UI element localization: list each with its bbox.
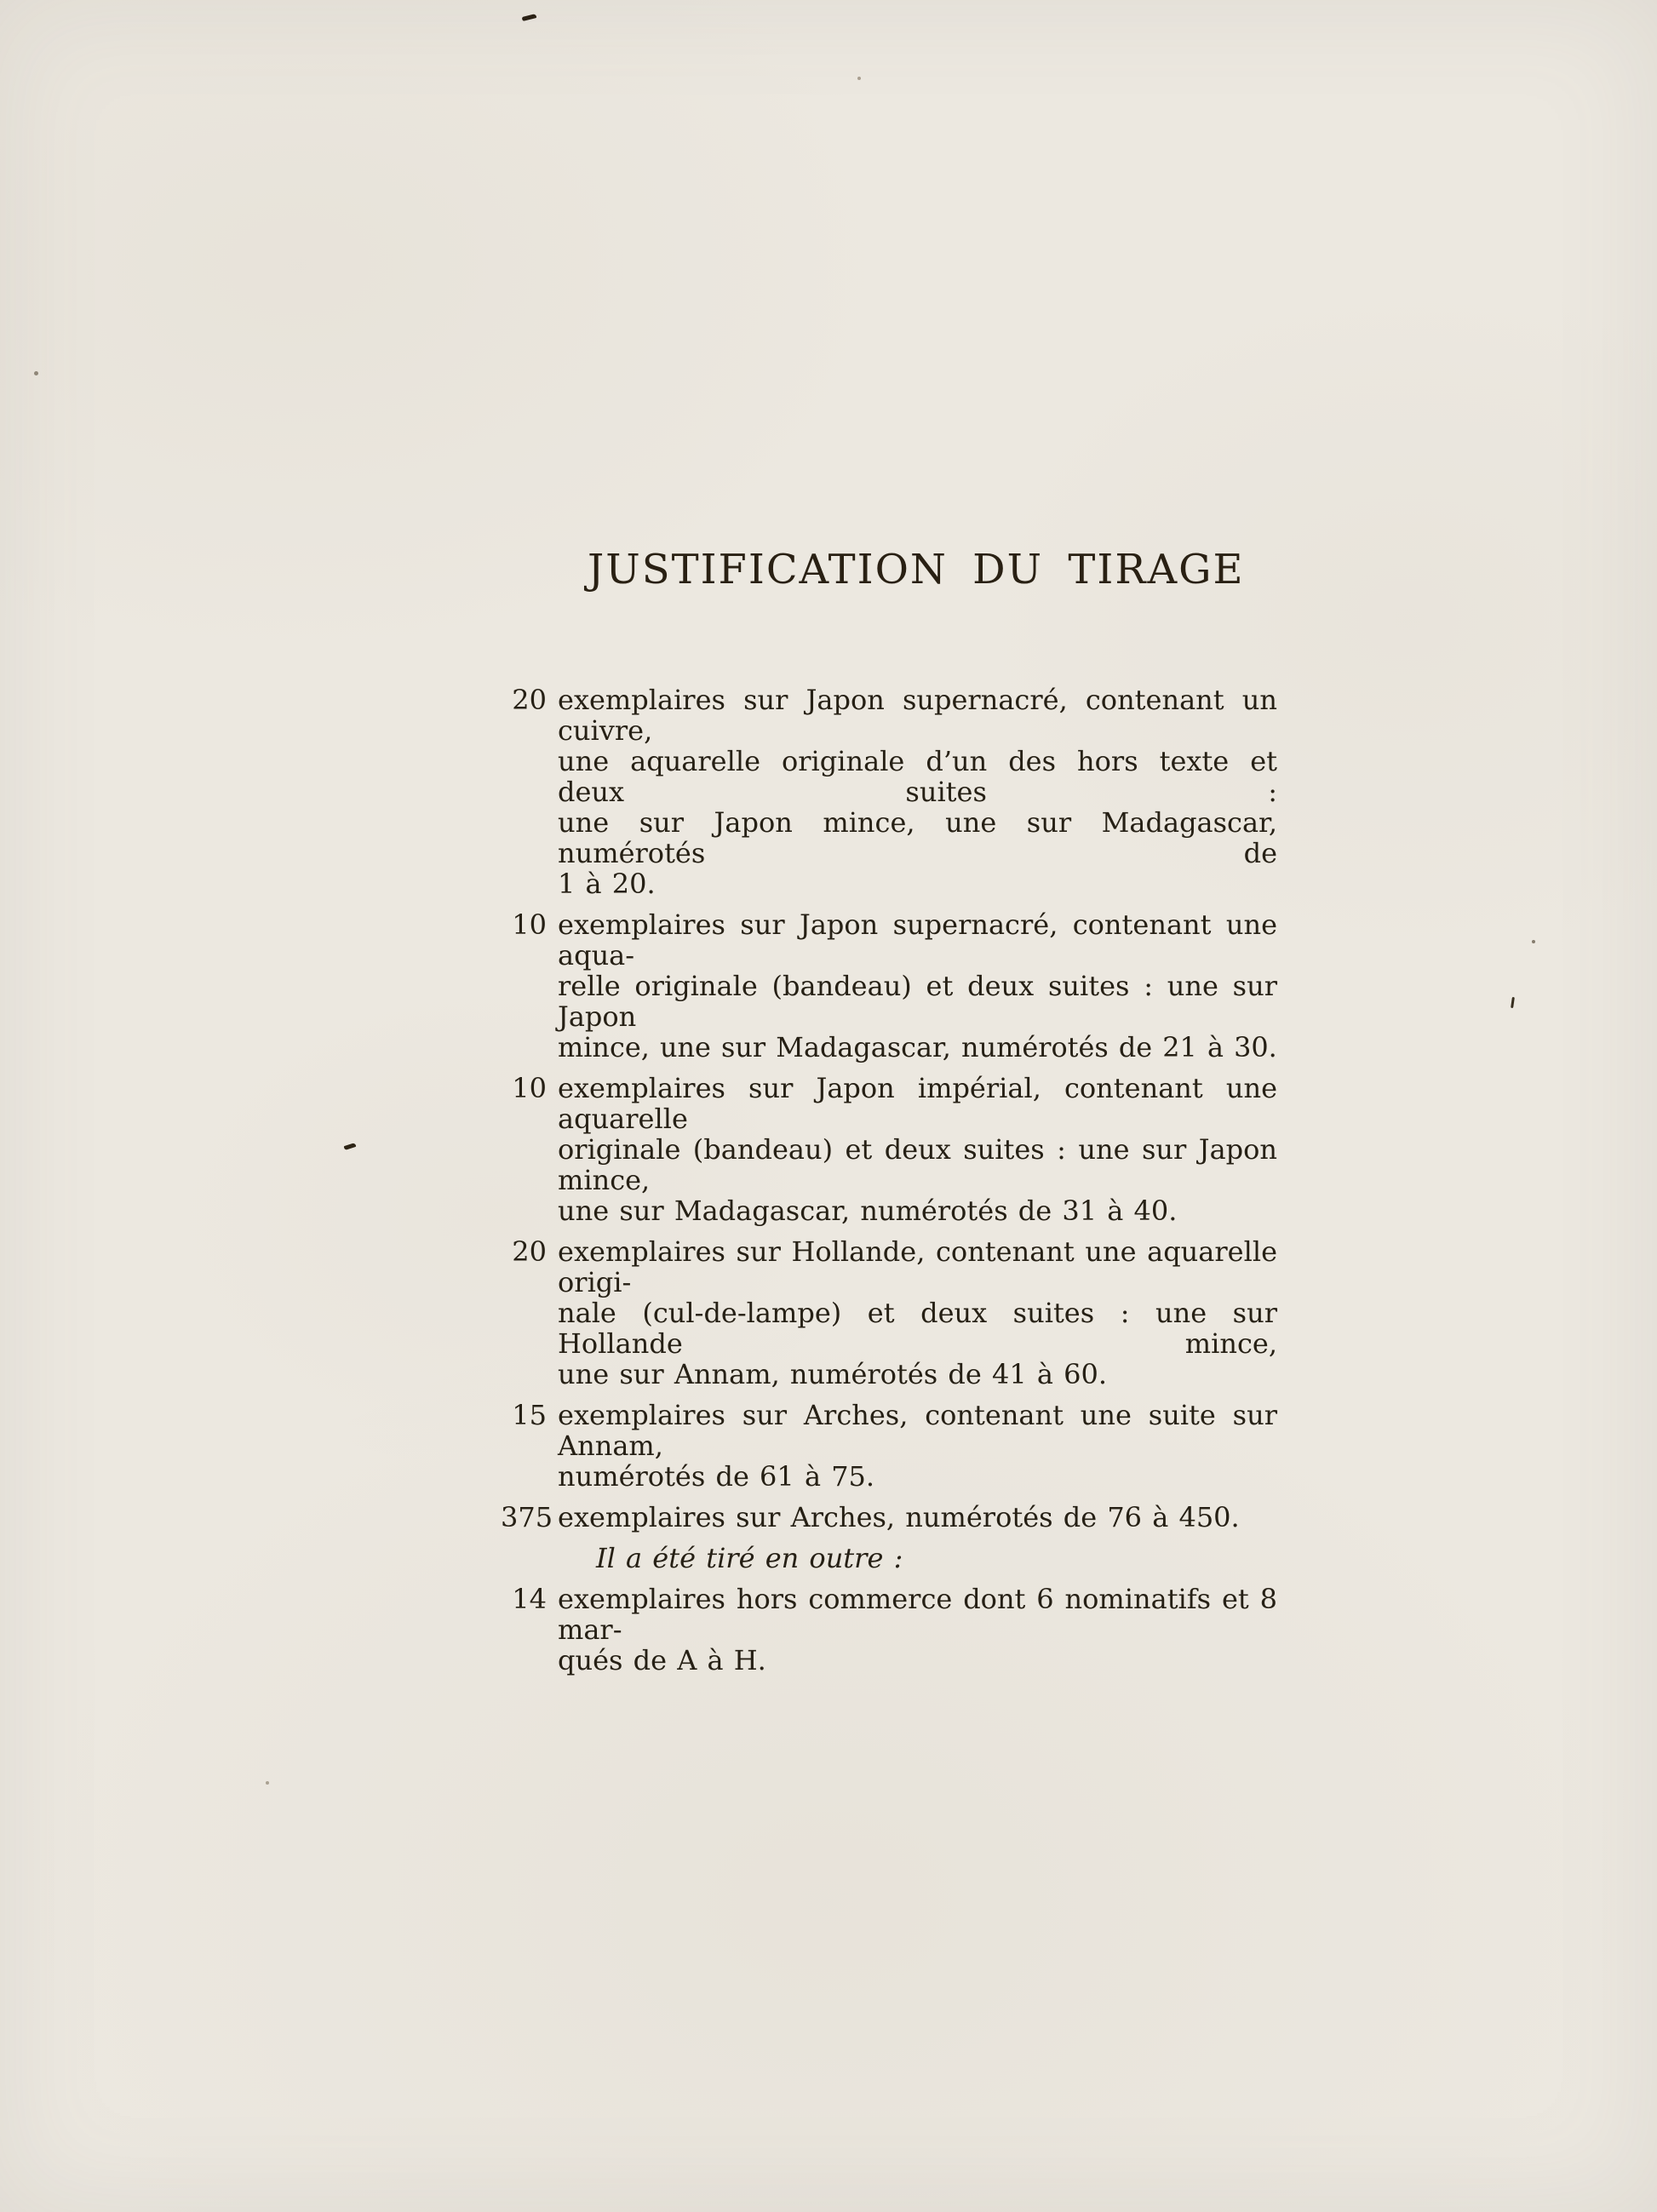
scan-speck — [344, 1143, 357, 1150]
entry-line: exemplaires sur Arches, contenant une suite sur Annam, — [558, 1399, 1277, 1462]
edition-entry — [501, 1400, 1277, 1492]
scan-speck — [1511, 997, 1515, 1008]
entry-line: une sur Japon mince, une sur Madagascar, numérotés de — [558, 806, 1277, 869]
colophon-list — [501, 685, 1277, 1686]
entry-line: mince, une sur Madagascar, numérotés de 21 à 30. — [558, 1031, 1277, 1063]
entry-count: 20 — [512, 684, 547, 716]
entry-line: une sur Madagascar, numérotés de 31 à 40. — [558, 1195, 1178, 1227]
interlude-note: Il a été tiré en outre : — [596, 1542, 903, 1574]
entry-line: exemplaires sur Arches, numérotés de 76 à 450. — [558, 1501, 1240, 1533]
entry-line: exemplaires sur Hollande, contenant une aquarelle origi- — [558, 1235, 1277, 1298]
scan-speck — [522, 14, 537, 21]
entry-line: une sur Annam, numérotés de 41 à 60. — [558, 1358, 1107, 1390]
entry-line: nale (cul-de-lampe) et deux suites : une sur Hollande mince, — [558, 1297, 1277, 1360]
edition-entry — [501, 1502, 1277, 1533]
entry-count: 375 — [501, 1501, 553, 1533]
entry-count: 14 — [512, 1583, 547, 1615]
scan-speck — [34, 371, 38, 375]
scan-speck — [266, 1781, 269, 1785]
edition-entry — [501, 685, 1277, 899]
entry-count: 20 — [512, 1235, 547, 1268]
entry-line: numérotés de 61 à 75. — [558, 1460, 875, 1493]
entry-line: originale (bandeau) et deux suites : une sur Japon mince, — [558, 1133, 1277, 1196]
entry-line: exemplaires sur Japon impérial, contenant une aquarelle — [558, 1072, 1277, 1135]
entry-count: 10 — [512, 908, 547, 941]
edition-entry — [501, 1584, 1277, 1676]
entry-line: qués de A à H. — [558, 1644, 766, 1676]
entry-line: exemplaires sur Japon supernacré, contenant une aqua- — [558, 908, 1277, 971]
entry-count: 10 — [512, 1072, 547, 1104]
edition-entry — [501, 1073, 1277, 1226]
page-title: JUSTIFICATION DU TIRAGE — [588, 546, 1245, 593]
edition-entry — [501, 909, 1277, 1063]
edition-entry — [501, 1236, 1277, 1390]
entry-line: relle originale (bandeau) et deux suites : une sur Japon — [558, 970, 1277, 1033]
scan-speck — [1532, 940, 1535, 943]
entry-line: exemplaires sur Japon supernacré, contenant un cuivre, — [558, 684, 1277, 747]
entry-line: exemplaires hors commerce dont 6 nominatifs et 8 mar- — [558, 1583, 1277, 1646]
entry-line: une aquarelle originale d’un des hors texte et deux suites : — [558, 745, 1277, 808]
entry-line: 1 à 20. — [558, 868, 656, 900]
entry-count: 15 — [512, 1399, 547, 1431]
scan-speck — [857, 77, 861, 80]
